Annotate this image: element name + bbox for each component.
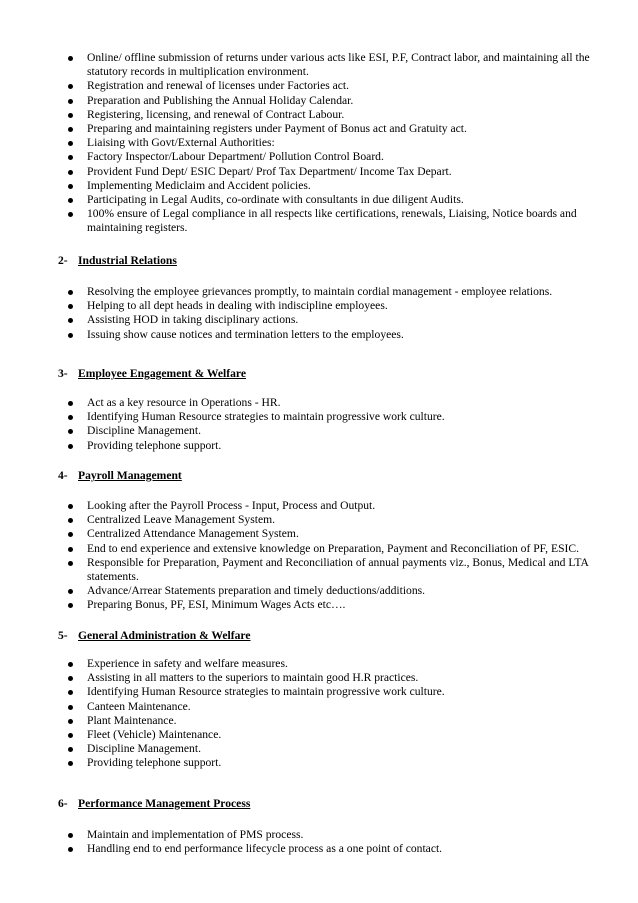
list-item: Canteen Maintenance. — [60, 700, 605, 714]
bullet-icon — [68, 290, 73, 295]
general-administration-list — [60, 657, 605, 771]
list-item: Identifying Human Resource strategies to maintain progressive work culture. — [60, 685, 605, 699]
bullet-icon — [68, 547, 73, 552]
bullet-icon — [68, 212, 73, 217]
bullet-icon — [68, 662, 73, 667]
bullet-icon — [68, 561, 73, 566]
bullet-icon — [68, 56, 73, 61]
bullet-icon — [68, 676, 73, 681]
list-item: Assisting HOD in taking disciplinary actions. — [60, 313, 605, 327]
list-item: Advance/Arrear Statements preparation and timely deductions/additions. — [60, 584, 605, 598]
bullet-icon — [68, 719, 73, 724]
list-item: Helping to all dept heads in dealing with indiscipline employees. — [60, 299, 605, 313]
section-heading-employee-engagement: 3- Employee Engagement & Welfare — [58, 367, 246, 380]
list-item: Implementing Mediclaim and Accident policies. — [60, 179, 605, 193]
list-item: Providing telephone support. — [60, 439, 605, 453]
list-item: Maintain and implementation of PMS process. — [60, 828, 605, 842]
list-item: Preparing Bonus, PF, ESI, Minimum Wages Acts etc…. — [60, 598, 605, 612]
bullet-icon — [68, 518, 73, 523]
bullet-icon — [68, 170, 73, 175]
bullet-icon — [68, 99, 73, 104]
payroll-management-list — [60, 499, 605, 613]
bullet-icon — [68, 184, 73, 189]
bullet-icon — [68, 198, 73, 203]
bullet-icon — [68, 733, 73, 738]
section-heading-general-administration: 5- General Administration & Welfare — [58, 629, 251, 642]
bullet-icon — [68, 761, 73, 766]
bullet-icon — [68, 84, 73, 89]
list-item: Identifying Human Resource strategies to maintain progressive work culture. — [60, 410, 605, 424]
list-item: Plant Maintenance. — [60, 714, 605, 728]
list-item: Providing telephone support. — [60, 756, 605, 770]
bullet-icon — [68, 304, 73, 309]
list-item: Fleet (Vehicle) Maintenance. — [60, 728, 605, 742]
bullet-icon — [68, 318, 73, 323]
bullet-icon — [68, 705, 73, 710]
list-item: Centralized Leave Management System. — [60, 513, 605, 527]
list-item: Preparing and maintaining registers under Payment of Bonus act and Gratuity act. — [60, 122, 605, 136]
bullet-icon — [68, 690, 73, 695]
section-heading-payroll-management: 4- Payroll Management — [58, 469, 182, 482]
bullet-icon — [68, 847, 73, 852]
list-item: Discipline Management. — [60, 424, 605, 438]
bullet-icon — [68, 155, 73, 160]
list-item: Assisting in all matters to the superiors to maintain good H.R practices. — [60, 671, 605, 685]
list-item: Discipline Management. — [60, 742, 605, 756]
list-item: Online/ offline submission of returns under various acts like ESI, P.F, Contract labor, and maintaining all the statutory records in multiplication environment. — [60, 51, 605, 79]
bullet-icon — [68, 401, 73, 406]
bullet-icon — [68, 833, 73, 838]
list-item: Resolving the employee grievances promptly, to maintain cordial management - employee relations. — [60, 285, 605, 299]
intro-bullet-list — [60, 51, 605, 236]
bullet-icon — [68, 747, 73, 752]
list-item: 100% ensure of Legal compliance in all respects like certifications, renewals, Liaising, Notice boards and maintaining registers. — [60, 207, 605, 235]
bullet-icon — [68, 429, 73, 434]
bullet-icon — [68, 589, 73, 594]
list-item: Issuing show cause notices and termination letters to the employees. — [60, 328, 605, 342]
list-item: Responsible for Preparation, Payment and Reconciliation of annual payments viz., Bonus, Medical and LTA statements. — [60, 556, 605, 584]
performance-management-list — [60, 828, 605, 856]
list-item: Act as a key resource in Operations - HR. — [60, 396, 605, 410]
list-item: Participating in Legal Audits, co-ordinate with consultants in due diligent Audits. — [60, 193, 605, 207]
section-heading-performance-management: 6- Performance Management Process — [58, 797, 251, 810]
list-item: Looking after the Payroll Process - Input, Process and Output. — [60, 499, 605, 513]
bullet-icon — [68, 603, 73, 608]
list-item: Experience in safety and welfare measures. — [60, 657, 605, 671]
list-item: Preparation and Publishing the Annual Holiday Calendar. — [60, 94, 605, 108]
bullet-icon — [68, 532, 73, 537]
list-item: Provident Fund Dept/ ESIC Depart/ Prof Tax Department/ Income Tax Depart. — [60, 165, 605, 179]
bullet-icon — [68, 504, 73, 509]
list-item: Factory Inspector/Labour Department/ Pollution Control Board. — [60, 150, 605, 164]
bullet-icon — [68, 127, 73, 132]
bullet-icon — [68, 333, 73, 338]
list-item: Registration and renewal of licenses under Factories act. — [60, 79, 605, 93]
list-item: Registering, licensing, and renewal of Contract Labour. — [60, 108, 605, 122]
list-item: Liaising with Govt/External Authorities: — [60, 136, 605, 150]
bullet-icon — [68, 415, 73, 420]
list-item: Centralized Attendance Management System. — [60, 527, 605, 541]
bullet-icon — [68, 141, 73, 146]
list-item: End to end experience and extensive knowledge on Preparation, Payment and Reconciliation of PF, ESIC. — [60, 542, 605, 556]
section-heading-industrial-relations: 2- Industrial Relations — [58, 254, 177, 267]
industrial-relations-list — [60, 285, 605, 342]
employee-engagement-list — [60, 396, 605, 453]
list-item: Handling end to end performance lifecycle process as a one point of contact. — [60, 842, 605, 856]
bullet-icon — [68, 444, 73, 449]
bullet-icon — [68, 113, 73, 118]
